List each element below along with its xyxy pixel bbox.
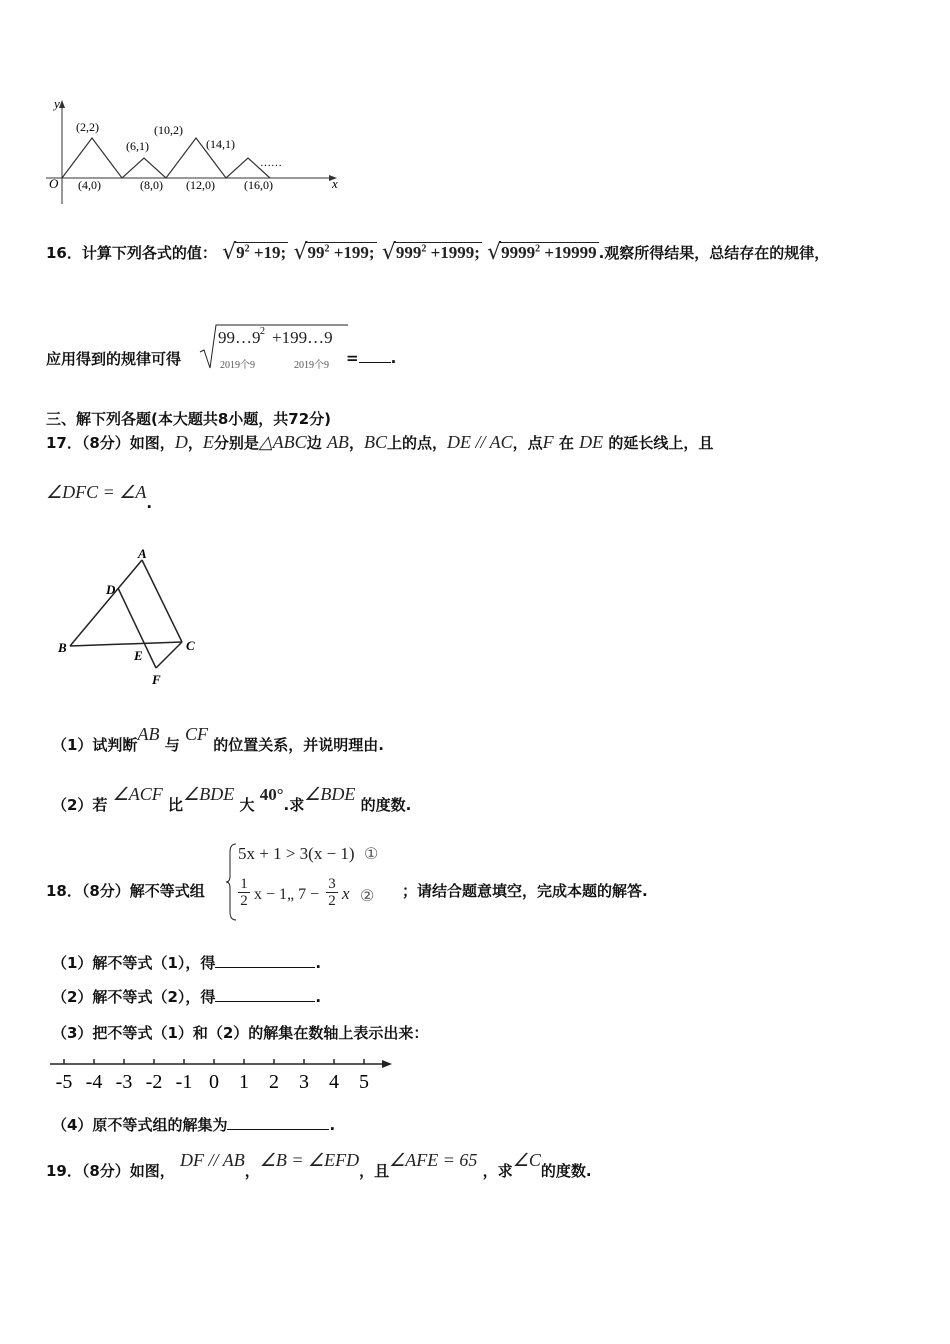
q17-p2-bde: ∠BDE xyxy=(183,784,235,804)
q16-tail: .观察所得结果，总结存在的规律， xyxy=(598,244,830,262)
ineq-2-mid: x − 1„ 7 − xyxy=(254,886,320,903)
q17-p1-b: 的位置关系，并说明理由. xyxy=(213,736,384,754)
q17-condition xyxy=(46,482,153,512)
section-3-title: 三、解下列各题(本大题共8小题，共72分) xyxy=(46,410,332,428)
edge-ab xyxy=(70,560,142,646)
half-num: 1 xyxy=(238,876,250,893)
half-den: 2 xyxy=(240,893,248,909)
valley-label-4: (16,0) xyxy=(244,178,273,192)
q16-lead: 16．计算下列各式的值： xyxy=(46,244,217,262)
ineq-2-x: x xyxy=(342,884,350,903)
q18-s4-blank[interactable] xyxy=(227,1115,329,1130)
q19-c: ∠C xyxy=(512,1150,541,1170)
edge-ac xyxy=(142,560,182,642)
edge-cf xyxy=(156,642,182,668)
under-brace-a: 2019个9 xyxy=(220,360,255,371)
q16-line2-text: 应用得到的规律可得 xyxy=(46,350,182,368)
q17-p1-cf: CF xyxy=(184,724,208,744)
sqrt-2: √ $99^2 +199$; xyxy=(293,240,375,265)
number-line-label: 1 xyxy=(239,1071,249,1093)
q19-beq: ∠B = ∠EFD xyxy=(259,1150,360,1170)
frac-half xyxy=(238,876,250,909)
q17-abc: △ABC xyxy=(258,432,307,452)
q16-line2 xyxy=(46,348,181,369)
q17-p2-qiu: .求 xyxy=(283,796,305,814)
big-sqrt xyxy=(198,322,358,372)
peak-label-4: (14,1) xyxy=(206,137,235,151)
number-line-label: 0 xyxy=(209,1071,219,1093)
origin-label: O xyxy=(49,176,59,191)
q18-s1-blank[interactable] xyxy=(215,953,315,968)
q16-answer xyxy=(346,348,396,367)
q19-c1: ， xyxy=(244,1162,260,1180)
point-b: B xyxy=(58,640,67,655)
number-line-label: 3 xyxy=(299,1071,309,1093)
sqrt-1-rest: +19; xyxy=(253,243,287,262)
q18-step3: （3）把不等式（1）和（2）的解集在数轴上表示出来： xyxy=(52,1024,429,1042)
y-axis-label: y xyxy=(54,96,60,111)
q17-p1-ab: AB xyxy=(137,724,160,744)
tp-den: 2 xyxy=(328,893,336,909)
q17-figure xyxy=(52,544,212,690)
q18-step1 xyxy=(52,952,321,973)
inequality-system xyxy=(226,842,396,922)
valley-label-2: (8,0) xyxy=(140,178,163,192)
number-line-label: 2 xyxy=(269,1071,279,1093)
edge-bc xyxy=(70,642,182,646)
q17-p1-with: 与 xyxy=(164,736,180,754)
q19-line xyxy=(46,1150,592,1181)
q17-part2 xyxy=(52,784,412,815)
q18-s2-blank[interactable] xyxy=(215,987,315,1002)
sqrt-4: √ 9999$^2$ +19999 xyxy=(487,240,597,265)
number-line-label: -4 xyxy=(85,1071,103,1093)
number-line-arrow xyxy=(382,1060,392,1068)
y-axis-arrow xyxy=(59,100,65,108)
q17-p2-bde2: ∠BDE xyxy=(304,784,356,804)
point-d: D xyxy=(106,582,116,597)
q16-blank[interactable] xyxy=(359,348,391,363)
q17-p2-bi: 比 xyxy=(168,796,184,814)
q18-tail: ；请结合题意填空，完成本题的解答. xyxy=(402,882,648,900)
point-f: F xyxy=(152,672,161,687)
q18-step2 xyxy=(52,986,321,1007)
q18-s1-period: . xyxy=(315,954,322,972)
zigzag-path xyxy=(62,138,270,178)
q17-de: DE xyxy=(579,432,604,452)
q17-f: F xyxy=(542,432,554,452)
peak-label-1: (2,2) xyxy=(76,120,99,134)
zigzag-graph xyxy=(40,96,350,208)
q17-cond: ∠DFC = ∠A xyxy=(46,482,147,502)
q17-t3: 上的点， xyxy=(386,434,447,452)
q16-eq: = xyxy=(346,349,359,367)
point-a: A xyxy=(138,546,147,561)
peak-label-3: (10,2) xyxy=(154,123,183,137)
ineq-1: 5x + 1 > 3(x − 1) xyxy=(238,844,355,863)
q17-sep2: ， xyxy=(348,434,364,452)
q17-line1 xyxy=(46,432,713,453)
q17-sep1: ， xyxy=(187,434,203,452)
number-line-label: -3 xyxy=(115,1071,133,1093)
q18-s2-period: . xyxy=(315,988,322,1006)
q17-bc: BC xyxy=(363,432,387,452)
system-brace xyxy=(226,842,238,922)
point-e: E xyxy=(134,648,143,663)
x-axis-label: x xyxy=(332,176,338,191)
q17-p2-da: 大 xyxy=(239,796,255,814)
big-sqrt-b: +199…9 xyxy=(272,328,333,347)
sqrt-4-rest: +19999 xyxy=(544,243,597,262)
q17-p2-a: （2）若 xyxy=(52,796,108,814)
q17-e: E xyxy=(202,432,214,452)
number-line-label: 4 xyxy=(329,1071,339,1093)
number-line-label: -5 xyxy=(55,1071,73,1093)
peak-label-2: (6,1) xyxy=(126,139,149,153)
q18-s2: （2）解不等式（2），得 xyxy=(52,988,216,1006)
q18-s4-period: . xyxy=(329,1116,336,1134)
q17-p2-end: 的度数. xyxy=(360,796,412,814)
q17-deac: DE // AC xyxy=(446,432,513,452)
number-line-label: -1 xyxy=(175,1071,193,1093)
q17-t4: ，点 xyxy=(512,434,543,452)
q19-c2: ，且 xyxy=(359,1162,390,1180)
q19-c3: ，求 xyxy=(482,1162,513,1180)
q16-end: . xyxy=(390,349,397,367)
q17-lead: 17．（8分）如图， xyxy=(46,434,175,452)
big-sqrt-exp: 2 xyxy=(260,326,265,337)
sqrt-3: √ $999^2 +1999$; xyxy=(381,240,480,265)
under-brace-b: 2019个9 xyxy=(294,360,329,371)
q17-t5: 在 xyxy=(558,434,574,452)
frac-three-half xyxy=(326,876,338,909)
q17-dot: . xyxy=(146,494,153,512)
sqrt-3-base: 999 xyxy=(395,243,422,262)
number-line xyxy=(48,1054,398,1096)
q17-p2-acf: ∠ACF xyxy=(112,784,163,804)
q17-part1 xyxy=(52,724,384,755)
tp-num: 3 xyxy=(326,876,338,893)
sqrt-2-rest: +199; xyxy=(333,243,375,262)
big-sqrt-a: 99…9 xyxy=(218,328,261,347)
q17-t1: 分别是 xyxy=(213,434,259,452)
sqrt-4-base: 9999 xyxy=(501,243,536,262)
q19-lead: 19．（8分）如图， xyxy=(46,1162,175,1180)
q17-d: D xyxy=(174,432,188,452)
q19-end: 的度数. xyxy=(540,1162,592,1180)
q18-s4: （4）原不等式组的解集为 xyxy=(52,1116,228,1134)
ellipsis: …… xyxy=(260,157,282,169)
valley-label-1: (4,0) xyxy=(78,178,101,192)
q17-p2-40: 40° xyxy=(259,785,284,804)
q17-t6: 的延长线上，且 xyxy=(608,434,714,452)
q18-s1: （1）解不等式（1），得 xyxy=(52,954,216,972)
point-c: C xyxy=(186,638,195,653)
number-line-label: 5 xyxy=(359,1071,369,1093)
sqrt-2-base: 99 xyxy=(307,243,325,262)
sqrt-1: √ $9^2 +19$; xyxy=(222,240,287,265)
q17-ab: AB xyxy=(326,432,349,452)
number-line-label: -2 xyxy=(145,1071,163,1093)
q18-lead: 18．（8分）解不等式组 xyxy=(46,882,205,900)
q16-line1 xyxy=(46,242,829,263)
sqrt-3-rest: +1999; xyxy=(430,243,480,262)
q17-p1-a: （1）试判断 xyxy=(52,736,138,754)
valley-label-3: (12,0) xyxy=(186,178,215,192)
q18-step4 xyxy=(52,1114,335,1135)
q17-t2: 边 xyxy=(306,434,322,452)
ineq-1-marker: ① xyxy=(364,846,379,863)
q19-afe: ∠AFE = 65 xyxy=(389,1150,478,1170)
sqrt-1-base: 9 xyxy=(236,243,245,262)
q19-dfab: DF // AB xyxy=(180,1150,245,1170)
ineq-2-marker: ② xyxy=(360,888,375,905)
